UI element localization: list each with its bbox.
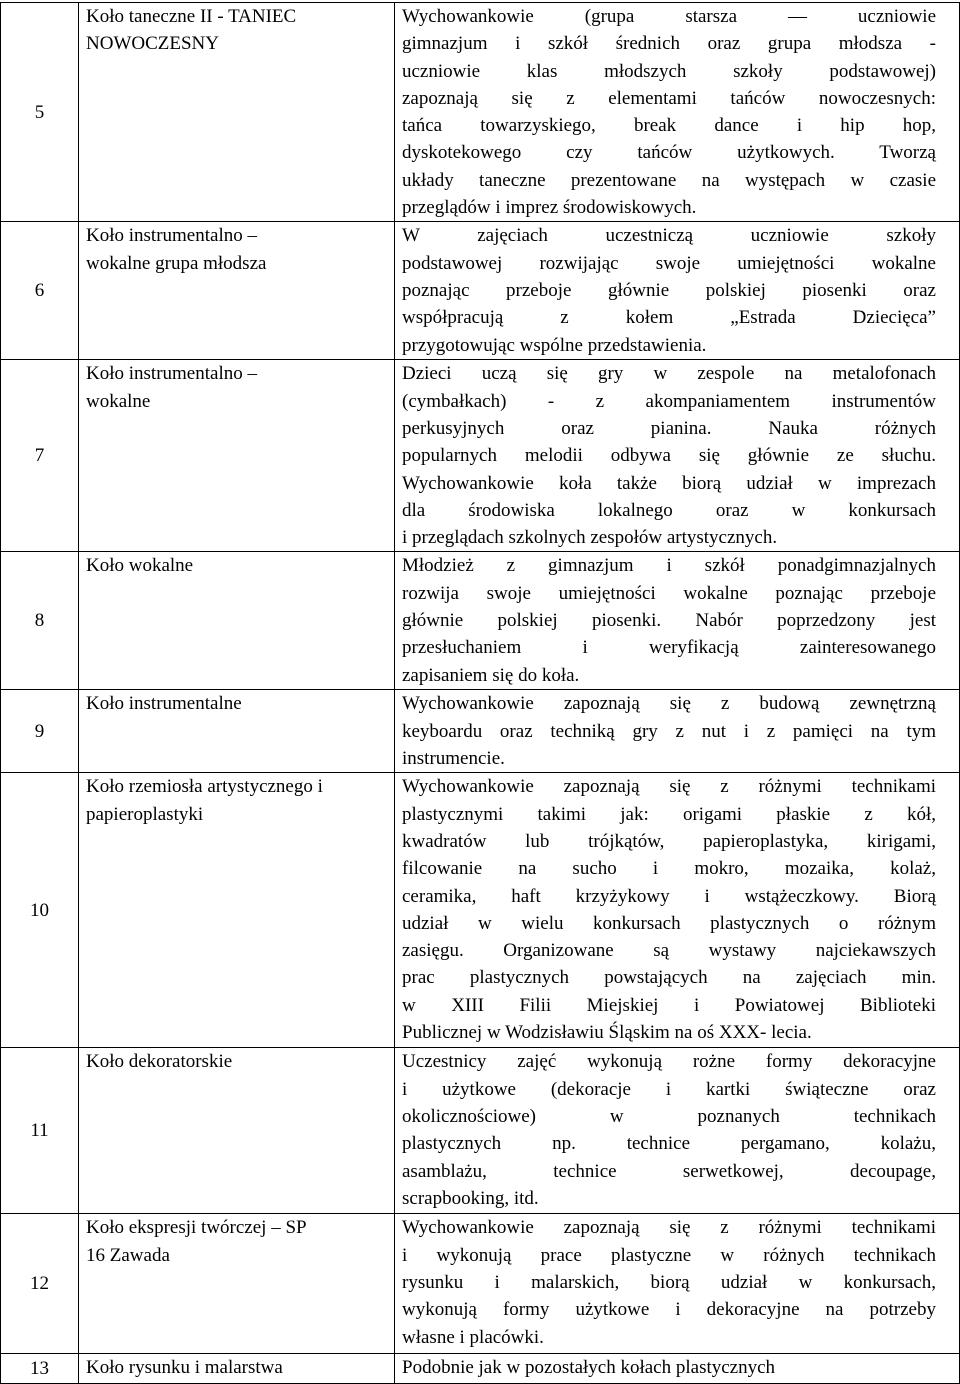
description-line: poznając przeboje głównie polskiej piosenki oraz: [402, 279, 936, 301]
activity-name-line: papieroplastyki: [86, 803, 204, 825]
description-line: prac plastycznych powstających na zajęciach min.: [402, 967, 936, 989]
row-number: 9: [1, 690, 79, 773]
description-line: zapoznają się z elementami tańców nowoczesnych:: [402, 87, 936, 109]
description-line: zasięgu. Organizowane są wystawy najciekawszych: [402, 940, 936, 962]
description-line: udział w wielu konkursach plastycznych o różnym: [402, 912, 936, 934]
description-line: (cymbałkach) - z akompaniamentem instrumentów: [402, 390, 936, 412]
activity-name-line: Koło rzemiosła artystycznego i: [86, 776, 323, 798]
description-line: wykonują formy użytkowe i dekoracyjne na potrzeby: [402, 1299, 936, 1321]
activity-description: [395, 360, 960, 552]
description-line: Uczestnicy zajęć wykonują rożne formy dekoracyjne: [402, 1051, 936, 1073]
description-line: okolicznościowe) w poznanych technikach: [402, 1105, 936, 1127]
description-line: W zajęciach uczestniczą uczniowie szkoły: [402, 225, 936, 247]
activity-name-line: Koło ekspresji twórczej – SP: [86, 1217, 307, 1239]
description-line: dla środowiska lokalnego oraz w konkursach: [402, 499, 936, 521]
description-line: głównie polskiej piosenki. Nabór poprzedzony jest: [402, 610, 936, 632]
description-line: i wykonują prace plastyczne w różnych technikach: [402, 1244, 936, 1266]
description-line: gimnazjum i szkół średnich oraz grupa młodsza -: [402, 33, 936, 55]
table-row: [1, 552, 960, 690]
table-row: [1, 1354, 960, 1384]
activities-table: [0, 2, 960, 1384]
row-number: 5: [1, 3, 79, 222]
activity-name-line: Koło instrumentalne: [86, 693, 242, 715]
activity-name-line: Koło wokalne: [86, 555, 194, 577]
description-line: plastycznych np. technice pergamano, kolażu,: [402, 1133, 936, 1155]
activity-name-line: wokalne: [86, 390, 151, 412]
description-line: zapisaniem się do koła.: [402, 664, 580, 686]
table-row: [1, 773, 960, 1048]
row-number: 6: [1, 222, 79, 360]
table-row: [1, 690, 960, 773]
activity-name-line: 16 Zawada: [86, 1244, 170, 1266]
description-line: przeglądów i imprez środowiskowych.: [402, 197, 697, 219]
activity-description: [395, 552, 960, 690]
activity-description: [395, 1214, 960, 1354]
row-number: 11: [1, 1048, 79, 1214]
row-number: 10: [1, 773, 79, 1048]
description-line: popularnych melodii odbywa się głównie ze słuchu.: [402, 445, 936, 467]
description-line: Wychowankowie (grupa starsza — uczniowie: [402, 6, 936, 27]
activity-description: [395, 690, 960, 773]
description-line: scrapbooking, itd.: [402, 1187, 539, 1209]
activity-name-line: wokalne grupa młodsza: [86, 252, 267, 274]
activity-name-line: Koło instrumentalno –: [86, 225, 257, 247]
activity-name-line: Koło taneczne II - TANIEC: [86, 6, 297, 27]
description-line: rozwija swoje umiejętności wokalne poznając przeboje: [402, 582, 936, 604]
description-line: rysunku i malarskich, biorą udział w konkursach,: [402, 1271, 936, 1293]
description-line: Wychowankowie zapoznają się z budową zewnętrzną: [402, 693, 936, 715]
description-line: dyskotekowego czy tańców użytkowych. Tworzą: [402, 142, 936, 164]
activity-description: [395, 1048, 960, 1214]
activity-name: [79, 222, 395, 360]
table-row: [1, 360, 960, 552]
row-number: 13: [1, 1354, 79, 1384]
description-line: perkusyjnych oraz pianina. Nauka różnych: [402, 417, 936, 439]
description-line: układy taneczne prezentowane na występach w czasie: [402, 169, 936, 191]
activities-table-body: [1, 3, 960, 1384]
activity-name-line: NOWOCZESNY: [86, 33, 219, 55]
description-line: Podobnie jak w pozostałych kołach plastycznych: [402, 1357, 776, 1379]
description-line: tańca towarzyskiego, break dance i hip hop,: [402, 115, 936, 137]
description-line: keyboardu oraz techniką gry z nut i z pamięci na tym: [402, 720, 936, 742]
description-line: w XIII Filii Miejskiej i Powiatowej Biblioteki: [402, 994, 936, 1016]
description-line: Wychowankowie zapoznają się z różnymi technikami: [402, 776, 936, 798]
description-line: przesłuchaniem i weryfikacją zainteresowanego: [402, 637, 936, 659]
description-line: ceramika, haft krzyżykowy i wstążeczkowy. Biorą: [402, 885, 936, 907]
description-line: instrumencie.: [402, 748, 505, 770]
description-line: podstawowej rozwijając swoje umiejętności wokalne: [402, 252, 936, 274]
row-number: 8: [1, 552, 79, 690]
activity-name: [79, 1354, 395, 1384]
description-line: współpracują z kołem „Estrada Dziecięca”: [402, 307, 936, 329]
description-line: i użytkowe (dekoracje i kartki świąteczne oraz: [402, 1078, 936, 1100]
activity-name-line: Koło dekoratorskie: [86, 1051, 233, 1073]
activity-name-line: Koło instrumentalno –: [86, 363, 257, 385]
description-line: Dzieci uczą się gry w zespole na metalofonach: [402, 363, 936, 385]
activity-name: [79, 690, 395, 773]
description-line: kwadratów lub trójkątów, papieroplastyka, kirigami,: [402, 830, 936, 852]
activity-name: [79, 3, 395, 222]
activity-description: [395, 1354, 960, 1384]
row-number: 7: [1, 360, 79, 552]
description-line: przygotowując wspólne przedstawienia.: [402, 334, 707, 356]
description-line: filcowanie na sucho i mokro, mozaika, kolaż,: [402, 858, 936, 880]
row-number: 12: [1, 1214, 79, 1354]
description-line: Publicznej w Wodzisławiu Śląskim na oś XXX- lecia.: [402, 1022, 812, 1044]
activity-description: [395, 3, 960, 222]
description-line: i przeglądach szkolnych zespołów artystycznych.: [402, 527, 778, 549]
description-line: plastycznymi takimi jak: origami płaskie z kół,: [402, 803, 936, 825]
activity-name: [79, 1214, 395, 1354]
table-row: [1, 222, 960, 360]
description-line: asamblażu, technice serwetkowej, decoupage,: [402, 1160, 936, 1182]
table-row: [1, 3, 960, 222]
activity-name: [79, 360, 395, 552]
activity-name-line: Koło rysunku i malarstwa: [86, 1357, 283, 1379]
table-row: [1, 1214, 960, 1354]
table-row: [1, 1048, 960, 1214]
description-line: Młodzież z gimnazjum i szkół ponadgimnazjalnych: [402, 555, 936, 577]
activity-name: [79, 1048, 395, 1214]
activity-description: [395, 773, 960, 1048]
description-line: Wychowankowie zapoznają się z różnymi technikami: [402, 1217, 936, 1239]
activity-name: [79, 552, 395, 690]
description-line: uczniowie klas młodszych szkoły podstawowej): [402, 60, 936, 82]
description-line: Wychowankowie koła także biorą udział w imprezach: [402, 472, 936, 494]
description-line: własne i placówki.: [402, 1326, 544, 1348]
activity-name: [79, 773, 395, 1048]
activity-description: [395, 222, 960, 360]
